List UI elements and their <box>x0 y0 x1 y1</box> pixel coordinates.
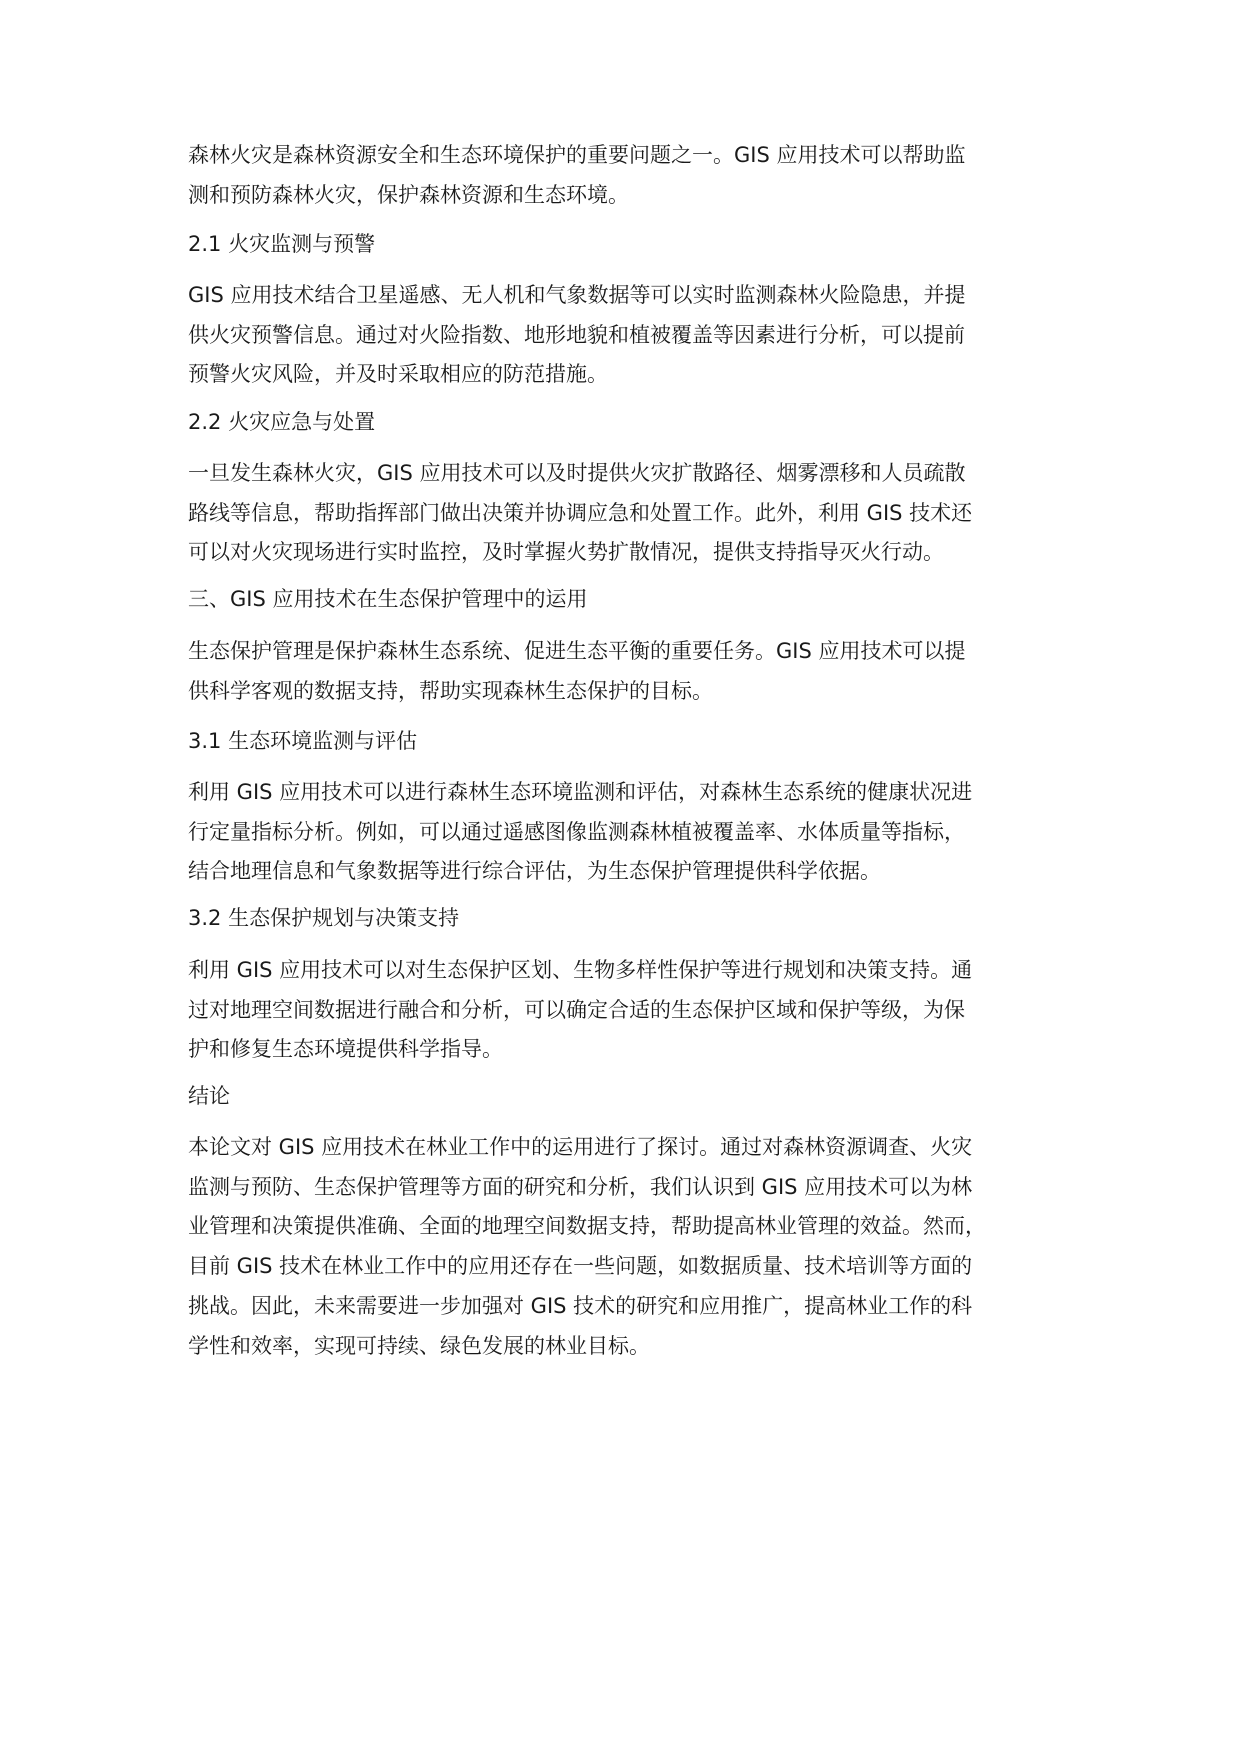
text-line: 挑战。因此，未来需要进一步加强对 GIS 技术的研究和应用推广，提高林业工作的科 <box>188 1293 973 1318</box>
heading-text: 结论 <box>188 1084 230 1108</box>
paragraph-conclusion <box>188 1128 1088 1366</box>
paragraph-eco-monitoring <box>188 773 1088 892</box>
paragraph-eco-planning <box>188 951 1088 1070</box>
paragraph-fire-monitoring <box>188 276 1088 395</box>
text-line: 本论文对 GIS 应用技术在林业工作中的运用进行了探讨。通过对森林资源调查、火灾 <box>188 1135 973 1159</box>
heading-2-2 <box>188 403 1088 443</box>
text-line: 可以对火灾现场进行实时监控，及时掌握火势扩散情况，提供支持指导灭火行动。 <box>188 540 944 565</box>
heading-text: 2.1 火灾监测与预警 <box>188 232 376 256</box>
text-line: 业管理和决策提供准确、全面的地理空间数据支持，帮助提高林业管理的效益。然而， <box>188 1214 986 1239</box>
text-line: 护和修复生态环境提供科学指导。 <box>188 1037 503 1062</box>
text-line: 路线等信息，帮助指挥部门做出决策并协调应急和处置工作。此外，利用 GIS 技术还 <box>188 500 973 525</box>
heading-text: 3.2 生态保护规划与决策支持 <box>188 906 460 930</box>
text-line: 监测与预防、生态保护管理等方面的研究和分析，我们认识到 GIS 应用技术可以为林 <box>188 1174 973 1199</box>
heading-conclusion <box>188 1077 1088 1117</box>
text-line: 预警火灾风险，并及时采取相应的防范措施。 <box>188 362 608 387</box>
text-line: 目前 GIS 技术在林业工作中的应用还存在一些问题，如数据质量、技术培训等方面的 <box>188 1254 973 1279</box>
text-line: 供科学客观的数据支持，帮助实现森林生态保护的目标。 <box>188 678 713 703</box>
heading-text: 三、GIS 应用技术在生态保护管理中的运用 <box>188 587 588 611</box>
text-line: 利用 GIS 应用技术可以对生态保护区划、生物多样性保护等进行规划和决策支持。通 <box>188 958 973 982</box>
text-line: 供火灾预警信息。通过对火险指数、地形地貌和植被覆盖等因素进行分析，可以提前 <box>188 322 965 347</box>
paragraph-fire-emergency <box>188 454 1088 573</box>
text-line: 过对地理空间数据进行融合和分析，可以确定合适的生态保护区域和保护等级，为保 <box>188 997 965 1022</box>
text-line: 学性和效率，实现可持续、绿色发展的林业目标。 <box>188 1333 650 1358</box>
heading-3-1 <box>188 722 1088 762</box>
text-line: 测和预防森林火灾，保护森林资源和生态环境。 <box>188 182 629 207</box>
text-line: GIS 应用技术结合卫星遥感、无人机和气象数据等可以实时监测森林火险隐患，并提 <box>188 283 966 307</box>
heading-2-1 <box>188 225 1088 265</box>
paragraph-fire-intro <box>188 136 1088 215</box>
heading-text: 3.1 生态环境监测与评估 <box>188 729 418 753</box>
text-line: 森林火灾是森林资源安全和生态环境保护的重要问题之一。GIS 应用技术可以帮助监 <box>188 143 966 167</box>
paragraph-eco-intro <box>188 632 1088 711</box>
text-line: 结合地理信息和气象数据等进行综合评估，为生态保护管理提供科学依据。 <box>188 859 881 884</box>
text-line: 利用 GIS 应用技术可以进行森林生态环境监测和评估，对森林生态系统的健康状况进 <box>188 780 973 804</box>
heading-section-3 <box>188 580 1088 620</box>
text-line: 一旦发生森林火灾，GIS 应用技术可以及时提供火灾扩散路径、烟雾漂移和人员疏散 <box>188 461 966 485</box>
heading-3-2 <box>188 899 1088 939</box>
text-line: 行定量指标分析。例如，可以通过遥感图像监测森林植被覆盖率、水体质量等指标， <box>188 819 965 844</box>
heading-text: 2.2 火灾应急与处置 <box>188 410 376 434</box>
text-line: 生态保护管理是保护森林生态系统、促进生态平衡的重要任务。GIS 应用技术可以提 <box>188 639 966 663</box>
